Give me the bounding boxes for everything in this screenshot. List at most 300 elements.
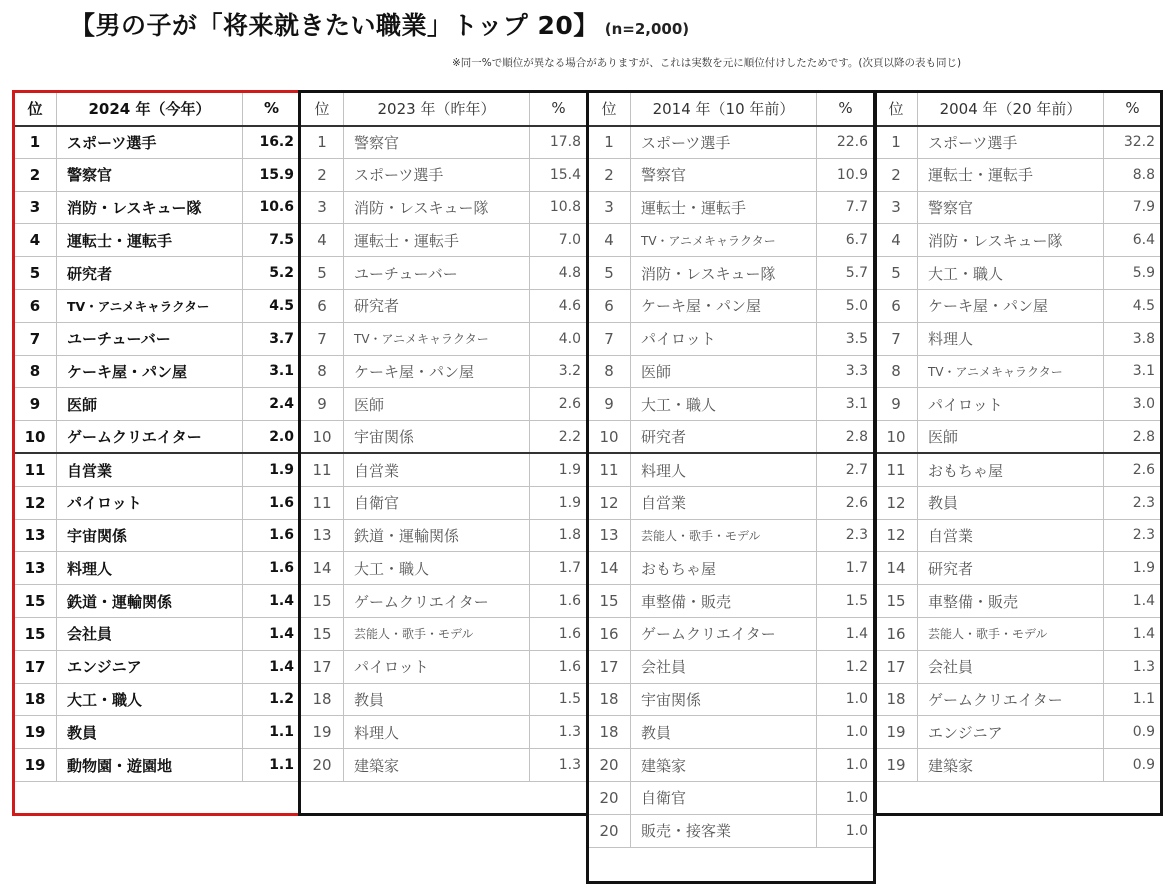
job-cell: 会社員 xyxy=(918,650,1104,683)
job-cell: おもちゃ屋 xyxy=(918,453,1104,486)
job-cell: 運転士・運転手 xyxy=(631,191,817,224)
rank-cell: 15 xyxy=(875,585,918,618)
job-cell: ゲームクリエイター xyxy=(344,585,530,618)
job-cell: 研究者 xyxy=(344,289,530,322)
percent-cell: 5.7 xyxy=(817,257,875,290)
percent-cell: 3.8 xyxy=(1104,322,1162,355)
table-row xyxy=(301,388,588,421)
percent-cell: 1.4 xyxy=(817,617,875,650)
job-cell: スポーツ選手 xyxy=(57,126,243,159)
rank-cell: 3 xyxy=(875,191,918,224)
job-cell: パイロット xyxy=(344,650,530,683)
percent-cell: 6.4 xyxy=(1104,224,1162,257)
job-cell: 宇宙関係 xyxy=(631,683,817,716)
percent-cell: 2.6 xyxy=(530,388,588,421)
job-cell: 芸能人・歌手・モデル xyxy=(918,617,1104,650)
table-row xyxy=(588,749,875,782)
rank-cell: 10 xyxy=(588,421,631,454)
percent-cell: 1.6 xyxy=(530,617,588,650)
table-row xyxy=(588,585,875,618)
percent-cell: 3.2 xyxy=(530,355,588,388)
rank-cell: 12 xyxy=(588,486,631,519)
job-cell: 大工・職人 xyxy=(918,257,1104,290)
rank-cell: 9 xyxy=(301,388,344,421)
job-cell: 消防・レスキュー隊 xyxy=(57,191,243,224)
table-row xyxy=(588,519,875,552)
rank-cell: 9 xyxy=(588,388,631,421)
table-2023 xyxy=(300,91,588,782)
job-cell: 医師 xyxy=(344,388,530,421)
rank-cell: 8 xyxy=(14,355,57,388)
table-row xyxy=(875,683,1162,716)
header-year: 2014 年（10 年前） xyxy=(631,92,817,126)
percent-cell: 2.4 xyxy=(243,388,301,421)
job-cell: ケーキ屋・パン屋 xyxy=(57,355,243,388)
table-row xyxy=(588,650,875,683)
header-row xyxy=(301,92,588,126)
percent-cell: 0.9 xyxy=(1104,749,1162,782)
percent-cell: 1.9 xyxy=(530,486,588,519)
table-body xyxy=(588,92,875,848)
percent-cell: 2.0 xyxy=(243,421,301,454)
table-row xyxy=(588,257,875,290)
job-cell: パイロット xyxy=(631,322,817,355)
table-row xyxy=(301,617,588,650)
table-row xyxy=(875,322,1162,355)
job-cell: おもちゃ屋 xyxy=(631,552,817,585)
job-cell: 教員 xyxy=(57,716,243,749)
percent-cell: 15.4 xyxy=(530,158,588,191)
percent-cell: 4.8 xyxy=(530,257,588,290)
percent-cell: 1.6 xyxy=(530,585,588,618)
job-cell: 料理人 xyxy=(918,322,1104,355)
table-row xyxy=(14,191,301,224)
header-year: 2024 年（今年） xyxy=(57,92,243,126)
table-row xyxy=(14,585,301,618)
table-row xyxy=(875,617,1162,650)
table-row xyxy=(301,355,588,388)
header-row xyxy=(14,92,301,126)
rank-cell: 12 xyxy=(14,486,57,519)
rank-cell: 1 xyxy=(875,126,918,159)
job-cell: 宇宙関係 xyxy=(344,421,530,454)
rank-cell: 6 xyxy=(588,289,631,322)
table-row xyxy=(14,552,301,585)
table-row xyxy=(301,749,588,782)
table-row xyxy=(14,289,301,322)
rank-cell: 15 xyxy=(14,617,57,650)
rank-cell: 7 xyxy=(14,322,57,355)
header-percent: % xyxy=(1104,92,1162,126)
job-cell: ゲームクリエイター xyxy=(631,617,817,650)
percent-cell: 4.5 xyxy=(243,289,301,322)
job-cell: スポーツ選手 xyxy=(631,126,817,159)
rank-cell: 20 xyxy=(301,749,344,782)
table-row xyxy=(14,257,301,290)
job-cell: 警察官 xyxy=(344,126,530,159)
percent-cell: 2.6 xyxy=(1104,453,1162,486)
rank-cell: 2 xyxy=(588,158,631,191)
rank-cell: 2 xyxy=(14,158,57,191)
table-row xyxy=(301,126,588,159)
percent-cell: 4.5 xyxy=(1104,289,1162,322)
table-row xyxy=(14,453,301,486)
percent-cell: 5.9 xyxy=(1104,257,1162,290)
job-cell: 芸能人・歌手・モデル xyxy=(344,617,530,650)
job-cell: 警察官 xyxy=(631,158,817,191)
rank-cell: 14 xyxy=(301,552,344,585)
table-row xyxy=(588,552,875,585)
table-row xyxy=(14,322,301,355)
table-row xyxy=(301,650,588,683)
rank-cell: 20 xyxy=(588,749,631,782)
job-cell: 車整備・販売 xyxy=(631,585,817,618)
rank-cell: 5 xyxy=(875,257,918,290)
table-row xyxy=(14,224,301,257)
percent-cell: 1.8 xyxy=(530,519,588,552)
table-row xyxy=(588,191,875,224)
header-year: 2004 年（20 年前） xyxy=(918,92,1104,126)
job-cell: 大工・職人 xyxy=(57,683,243,716)
percent-cell: 1.4 xyxy=(243,585,301,618)
rank-cell: 19 xyxy=(875,749,918,782)
rank-cell: 2 xyxy=(301,158,344,191)
table-row xyxy=(588,322,875,355)
table-row xyxy=(588,355,875,388)
percent-cell: 10.6 xyxy=(243,191,301,224)
table-row xyxy=(301,421,588,454)
percent-cell: 0.9 xyxy=(1104,716,1162,749)
percent-cell: 1.2 xyxy=(817,650,875,683)
rank-cell: 9 xyxy=(14,388,57,421)
job-cell: 運転士・運転手 xyxy=(344,224,530,257)
table-row xyxy=(301,289,588,322)
job-cell: 教員 xyxy=(344,683,530,716)
job-cell: 医師 xyxy=(631,355,817,388)
percent-cell: 3.5 xyxy=(817,322,875,355)
job-cell: パイロット xyxy=(918,388,1104,421)
table-row xyxy=(588,617,875,650)
page-title: 【男の子が「将来就きたい職業」トップ 20】 xyxy=(70,11,599,40)
table-row xyxy=(14,158,301,191)
rank-cell: 12 xyxy=(875,486,918,519)
job-cell: 芸能人・歌手・モデル xyxy=(631,519,817,552)
job-cell: 研究者 xyxy=(918,552,1104,585)
percent-cell: 1.0 xyxy=(817,716,875,749)
job-cell: エンジニア xyxy=(57,650,243,683)
table-2024 xyxy=(13,91,301,782)
rank-cell: 18 xyxy=(875,683,918,716)
percent-cell: 8.8 xyxy=(1104,158,1162,191)
job-cell: 警察官 xyxy=(57,158,243,191)
rank-cell: 10 xyxy=(14,421,57,454)
rank-cell: 19 xyxy=(875,716,918,749)
rank-cell: 17 xyxy=(301,650,344,683)
rank-cell: 15 xyxy=(14,585,57,618)
table-row xyxy=(301,486,588,519)
rank-cell: 8 xyxy=(588,355,631,388)
percent-cell: 1.0 xyxy=(817,683,875,716)
job-cell: エンジニア xyxy=(918,716,1104,749)
table-row xyxy=(301,453,588,486)
job-cell: TV・アニメキャラクター xyxy=(918,355,1104,388)
table-row xyxy=(301,191,588,224)
percent-cell: 2.6 xyxy=(817,486,875,519)
table-row xyxy=(588,224,875,257)
table-row xyxy=(301,519,588,552)
rank-cell: 8 xyxy=(301,355,344,388)
percent-cell: 1.6 xyxy=(530,650,588,683)
percent-cell: 1.3 xyxy=(530,749,588,782)
percent-cell: 3.3 xyxy=(817,355,875,388)
percent-cell: 3.1 xyxy=(817,388,875,421)
table-row xyxy=(875,585,1162,618)
rank-cell: 15 xyxy=(301,617,344,650)
rank-cell: 18 xyxy=(588,683,631,716)
job-cell: 宇宙関係 xyxy=(57,519,243,552)
table-row xyxy=(875,388,1162,421)
percent-cell: 1.5 xyxy=(530,683,588,716)
job-cell: TV・アニメキャラクター xyxy=(344,322,530,355)
rank-cell: 1 xyxy=(301,126,344,159)
job-cell: 運転士・運転手 xyxy=(57,224,243,257)
job-cell: 車整備・販売 xyxy=(918,585,1104,618)
percent-cell: 2.7 xyxy=(817,453,875,486)
rank-cell: 7 xyxy=(875,322,918,355)
percent-cell: 1.9 xyxy=(243,453,301,486)
percent-cell: 1.0 xyxy=(817,749,875,782)
header-rank: 位 xyxy=(588,92,631,126)
rank-cell: 11 xyxy=(301,486,344,519)
header-rank: 位 xyxy=(875,92,918,126)
percent-cell: 3.0 xyxy=(1104,388,1162,421)
rank-cell: 4 xyxy=(301,224,344,257)
percent-cell: 4.6 xyxy=(530,289,588,322)
table-row xyxy=(875,421,1162,454)
rank-cell: 4 xyxy=(588,224,631,257)
job-cell: 建築家 xyxy=(344,749,530,782)
table-row xyxy=(875,453,1162,486)
percent-cell: 1.7 xyxy=(817,552,875,585)
percent-cell: 7.9 xyxy=(1104,191,1162,224)
rank-cell: 7 xyxy=(588,322,631,355)
table-row xyxy=(588,814,875,847)
table-row xyxy=(875,126,1162,159)
rank-cell: 18 xyxy=(14,683,57,716)
header-row xyxy=(875,92,1162,126)
job-cell: ゲームクリエイター xyxy=(57,421,243,454)
rank-cell: 5 xyxy=(588,257,631,290)
table-row xyxy=(588,158,875,191)
job-cell: 動物園・遊園地 xyxy=(57,749,243,782)
job-cell: 消防・レスキュー隊 xyxy=(344,191,530,224)
rank-cell: 19 xyxy=(14,716,57,749)
job-cell: パイロット xyxy=(57,486,243,519)
rank-cell: 18 xyxy=(588,716,631,749)
job-cell: 消防・レスキュー隊 xyxy=(918,224,1104,257)
job-cell: TV・アニメキャラクター xyxy=(631,224,817,257)
rank-cell: 13 xyxy=(301,519,344,552)
rank-cell: 11 xyxy=(588,453,631,486)
rank-cell: 15 xyxy=(301,585,344,618)
table-2004 xyxy=(874,91,1162,782)
job-cell: 会社員 xyxy=(57,617,243,650)
rank-cell: 5 xyxy=(301,257,344,290)
table-row xyxy=(875,257,1162,290)
job-cell: 鉄道・運輸関係 xyxy=(57,585,243,618)
table-row xyxy=(588,683,875,716)
table-row xyxy=(588,126,875,159)
job-cell: 建築家 xyxy=(631,749,817,782)
job-cell: 医師 xyxy=(918,421,1104,454)
percent-cell: 1.2 xyxy=(243,683,301,716)
table-row xyxy=(875,749,1162,782)
percent-cell: 1.1 xyxy=(1104,683,1162,716)
rank-cell: 6 xyxy=(875,289,918,322)
rank-cell: 13 xyxy=(588,519,631,552)
rank-cell: 11 xyxy=(875,453,918,486)
percent-cell: 7.5 xyxy=(243,224,301,257)
job-cell: 大工・職人 xyxy=(631,388,817,421)
rank-cell: 16 xyxy=(588,617,631,650)
job-cell: 料理人 xyxy=(344,716,530,749)
table-body xyxy=(301,92,588,782)
sample-size: (n=2,000) xyxy=(604,20,690,38)
table-row xyxy=(588,421,875,454)
percent-cell: 1.1 xyxy=(243,749,301,782)
percent-cell: 4.0 xyxy=(530,322,588,355)
rank-cell: 13 xyxy=(14,519,57,552)
title-block xyxy=(70,6,689,50)
job-cell: ゲームクリエイター xyxy=(918,683,1104,716)
table-row xyxy=(875,289,1162,322)
percent-cell: 3.1 xyxy=(243,355,301,388)
percent-cell: 1.0 xyxy=(817,814,875,847)
percent-cell: 1.4 xyxy=(1104,585,1162,618)
job-cell: ユーチューバー xyxy=(57,322,243,355)
header-rank: 位 xyxy=(301,92,344,126)
table-row xyxy=(14,716,301,749)
job-cell: 教員 xyxy=(918,486,1104,519)
percent-cell: 7.0 xyxy=(530,224,588,257)
rank-cell: 16 xyxy=(875,617,918,650)
rank-cell: 12 xyxy=(875,519,918,552)
table-row xyxy=(14,749,301,782)
rank-cell: 1 xyxy=(588,126,631,159)
job-cell: 料理人 xyxy=(631,453,817,486)
header-percent: % xyxy=(243,92,301,126)
job-cell: 大工・職人 xyxy=(344,552,530,585)
table-row xyxy=(875,716,1162,749)
table-row xyxy=(588,289,875,322)
job-cell: 自衛官 xyxy=(344,486,530,519)
table-row xyxy=(588,716,875,749)
job-cell: ケーキ屋・パン屋 xyxy=(918,289,1104,322)
job-cell: 研究者 xyxy=(631,421,817,454)
percent-cell: 1.4 xyxy=(243,650,301,683)
percent-cell: 1.1 xyxy=(243,716,301,749)
percent-cell: 5.0 xyxy=(817,289,875,322)
percent-cell: 2.8 xyxy=(817,421,875,454)
percent-cell: 1.4 xyxy=(1104,617,1162,650)
rank-cell: 20 xyxy=(588,814,631,847)
percent-cell: 16.2 xyxy=(243,126,301,159)
header-row xyxy=(588,92,875,126)
footnote: ※同一%で順位が異なる場合がありますが、これは実数を元に順位付けしたためです。(次頁以降の表も同じ) xyxy=(452,57,962,69)
job-cell: 販売・接客業 xyxy=(631,814,817,847)
rank-cell: 9 xyxy=(875,388,918,421)
table-row xyxy=(301,683,588,716)
rank-cell: 4 xyxy=(14,224,57,257)
job-cell: 医師 xyxy=(57,388,243,421)
rank-cell: 4 xyxy=(875,224,918,257)
rank-cell: 6 xyxy=(14,289,57,322)
rank-cell: 11 xyxy=(14,453,57,486)
table-row xyxy=(14,421,301,454)
rank-cell: 2 xyxy=(875,158,918,191)
rank-cell: 14 xyxy=(588,552,631,585)
rank-cell: 6 xyxy=(301,289,344,322)
header-year: 2023 年（昨年） xyxy=(344,92,530,126)
percent-cell: 2.3 xyxy=(817,519,875,552)
percent-cell: 17.8 xyxy=(530,126,588,159)
table-row xyxy=(301,585,588,618)
table-row xyxy=(875,355,1162,388)
percent-cell: 1.6 xyxy=(243,486,301,519)
rank-cell: 8 xyxy=(875,355,918,388)
job-cell: TV・アニメキャラクター xyxy=(57,289,243,322)
table-row xyxy=(14,486,301,519)
percent-cell: 3.1 xyxy=(1104,355,1162,388)
percent-cell: 1.9 xyxy=(530,453,588,486)
job-cell: スポーツ選手 xyxy=(918,126,1104,159)
job-cell: 教員 xyxy=(631,716,817,749)
percent-cell: 15.9 xyxy=(243,158,301,191)
table-row xyxy=(14,683,301,716)
rank-cell: 10 xyxy=(875,421,918,454)
table-row xyxy=(875,552,1162,585)
percent-cell: 1.4 xyxy=(243,617,301,650)
job-cell: 自営業 xyxy=(344,453,530,486)
percent-cell: 2.3 xyxy=(1104,519,1162,552)
job-cell: 建築家 xyxy=(918,749,1104,782)
header-percent: % xyxy=(530,92,588,126)
percent-cell: 32.2 xyxy=(1104,126,1162,159)
job-cell: 会社員 xyxy=(631,650,817,683)
rank-cell: 1 xyxy=(14,126,57,159)
percent-cell: 1.3 xyxy=(530,716,588,749)
job-cell: 自衛官 xyxy=(631,781,817,814)
rank-cell: 18 xyxy=(301,683,344,716)
table-row xyxy=(301,257,588,290)
percent-cell: 1.7 xyxy=(530,552,588,585)
header-percent: % xyxy=(817,92,875,126)
header-rank: 位 xyxy=(14,92,57,126)
percent-cell: 1.6 xyxy=(243,552,301,585)
table-row xyxy=(875,519,1162,552)
table-row xyxy=(14,388,301,421)
percent-cell: 2.2 xyxy=(530,421,588,454)
job-cell: 警察官 xyxy=(918,191,1104,224)
table-body xyxy=(14,92,301,782)
table-row xyxy=(588,486,875,519)
job-cell: 自営業 xyxy=(918,519,1104,552)
percent-cell: 1.5 xyxy=(817,585,875,618)
job-cell: 研究者 xyxy=(57,257,243,290)
job-cell: 自営業 xyxy=(631,486,817,519)
rank-cell: 11 xyxy=(301,453,344,486)
rank-cell: 14 xyxy=(875,552,918,585)
